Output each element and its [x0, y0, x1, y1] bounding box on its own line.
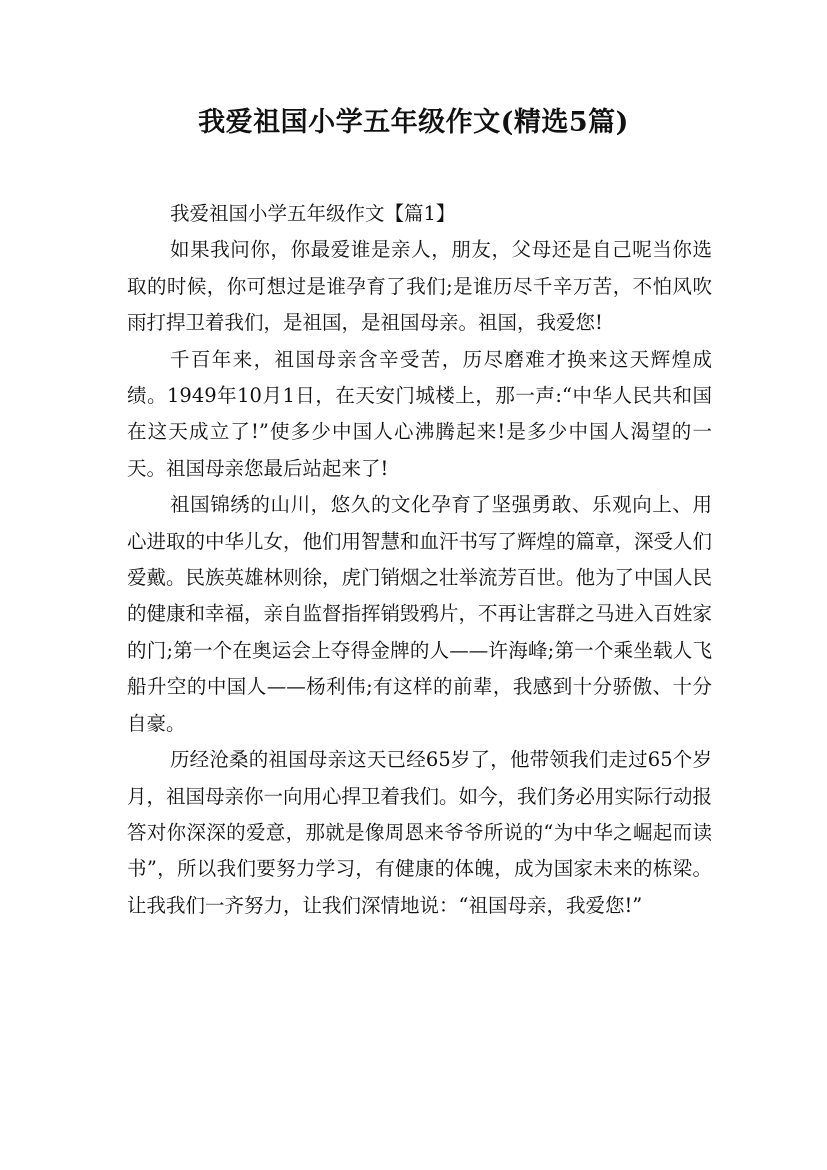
- paragraph-3: 祖国锦绣的山川，悠久的文化孕育了坚强勇敢、乐观向上、用心进取的中华儿女，他们用智慧和血汗书写了辉煌的篇章，深受人们爱戴。民族英雄林则徐，虎门销烟之壮举流芳百世。他为了中国人民的健康和幸福，亲自监督指挥销毁鸦片，不再让害群之马进入百姓家的门;第一个在奥运会上夺得金牌的人——许海峰;第一个乘坐载人飞船升空的中国人——杨利伟;有这样的前辈，我感到十分骄傲、十分自豪。: [127, 493, 713, 735]
- paragraph-1: 如果我问你，你最爱谁是亲人，朋友，父母还是自己呢当你选取的时候，你可想过是谁孕育了我们;是谁历尽千辛万苦，不怕风吹雨打捍卫着我们，是祖国，是祖国母亲。祖国，我爱您!: [127, 238, 712, 335]
- paragraph-4: 历经沧桑的祖国母亲这天已经65岁了，他带领我们走过65个岁月，祖国母亲你一向用心捍卫着我们。如今，我们务必用实际行动报答对你深深的爱意，那就是像周恩来爷爷所说的“为中华之崛起而读书”，所以我们要努力学习，有健康的体魄，成为国家未来的栋梁。让我我们一齐努力，让我们深情地说：“祖国母亲，我爱您!”: [127, 748, 713, 917]
- section-heading: 我爱祖国小学五年级作文【篇1】: [170, 202, 456, 225]
- document-body: [127, 196, 712, 924]
- paragraph-2: 千百年来，祖国母亲含辛受苦，历尽磨难才换来这天辉煌成绩。1949年10月1日，在天安门城楼上，那一声:“中华人民共和国在这天成立了!”使多少中国人心沸腾起来!是多少中国人渴望的一天。祖国母亲您最后站起来了!: [127, 347, 712, 480]
- document-title: 我爱祖国小学五年级作文(精选5篇): [198, 107, 629, 138]
